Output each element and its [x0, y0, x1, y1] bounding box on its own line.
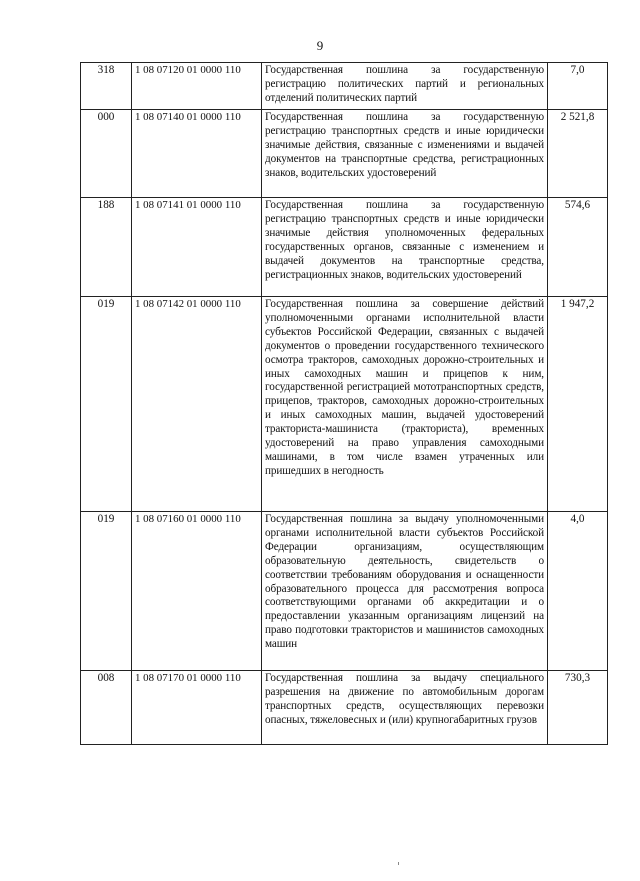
revenue-name-cell: Государственная пошлина за выдачу уполномоченными органами исполнительной власти субъектов Российской Федерации организациям, осуществляющим образовательную деятельность, свидетельств о соответствии требованиям оборудования и оснащенности образовательного процесса для рассмотрения вопроса соответствующими органами об аккредитации и о предоставлении указанным организациям лицензий на право подготовки трактористов и машинистов самоходных машин [262, 512, 548, 671]
amount-cell: 1 947,2 [548, 297, 608, 512]
page-number: 9 [316, 38, 324, 53]
table-row [81, 671, 608, 745]
amount-cell: 4,0 [548, 512, 608, 671]
admin-code-cell: 019 [81, 297, 132, 512]
revenue-name-cell: Государственная пошлина за государственную регистрацию транспортных средств и иные юридически значимые действия уполномоченных федеральных государственных органов, связанные с изменением и выдачей документов на транспортные средства, регистрационных знаков, водительских удостоверений [262, 198, 548, 297]
amount-cell: 7,0 [548, 63, 608, 110]
table-row [81, 110, 608, 198]
admin-code-cell: 019 [81, 512, 132, 671]
revenue-table [80, 62, 608, 745]
admin-code-cell: 000 [81, 110, 132, 198]
table-row [81, 512, 608, 671]
budget-classification-code-cell: 1 08 07140 01 0000 110 [132, 110, 262, 198]
budget-classification-code-cell: 1 08 07160 01 0000 110 [132, 512, 262, 671]
budget-classification-code-cell: 1 08 07141 01 0000 110 [132, 198, 262, 297]
revenue-name-cell: Государственная пошлина за государственную регистрацию политических партий и региональных отделений политических партий [262, 63, 548, 110]
table-row [81, 198, 608, 297]
budget-classification-code-cell: 1 08 07170 01 0000 110 [132, 671, 262, 745]
scan-speck [398, 862, 399, 865]
admin-code-cell: 008 [81, 671, 132, 745]
budget-classification-code-cell: 1 08 07142 01 0000 110 [132, 297, 262, 512]
admin-code-cell: 188 [81, 198, 132, 297]
budget-classification-code-cell: 1 08 07120 01 0000 110 [132, 63, 262, 110]
amount-cell: 730,3 [548, 671, 608, 745]
revenue-name-cell: Государственная пошлина за совершение действий уполномоченными органами исполнительной власти субъектов Российской Федерации, связанных с выдачей документов о проведении государственного технического осмотра тракторов, самоходных дорожно-строительных и иных самоходных машин и прицепов к ним, государственной регистрацией мототранспортных средств, прицепов, тракторов, самоходных дорожно-строительных и иных самоходных машин, выдачей удостоверений тракториста-машиниста (тракториста), временных удостоверений на право управления самоходными машинами, в том числе взамен утраченных или пришедших в негодность [262, 297, 548, 512]
revenue-name-cell: Государственная пошлина за государственную регистрацию транспортных средств и иные юридически значимые действия, связанные с изменениями и выдачей документов на транспортные средства, регистрационных знаков, водительских удостоверений [262, 110, 548, 198]
table-row [81, 297, 608, 512]
admin-code-cell: 318 [81, 63, 132, 110]
revenue-name-cell: Государственная пошлина за выдачу специального разрешения на движение по автомобильным дорогам транспортных средств, осуществляющих перевозки опасных, тяжеловесных и (или) крупногабаритных грузов [262, 671, 548, 745]
amount-cell: 574,6 [548, 198, 608, 297]
table-row [81, 63, 608, 110]
amount-cell: 2 521,8 [548, 110, 608, 198]
